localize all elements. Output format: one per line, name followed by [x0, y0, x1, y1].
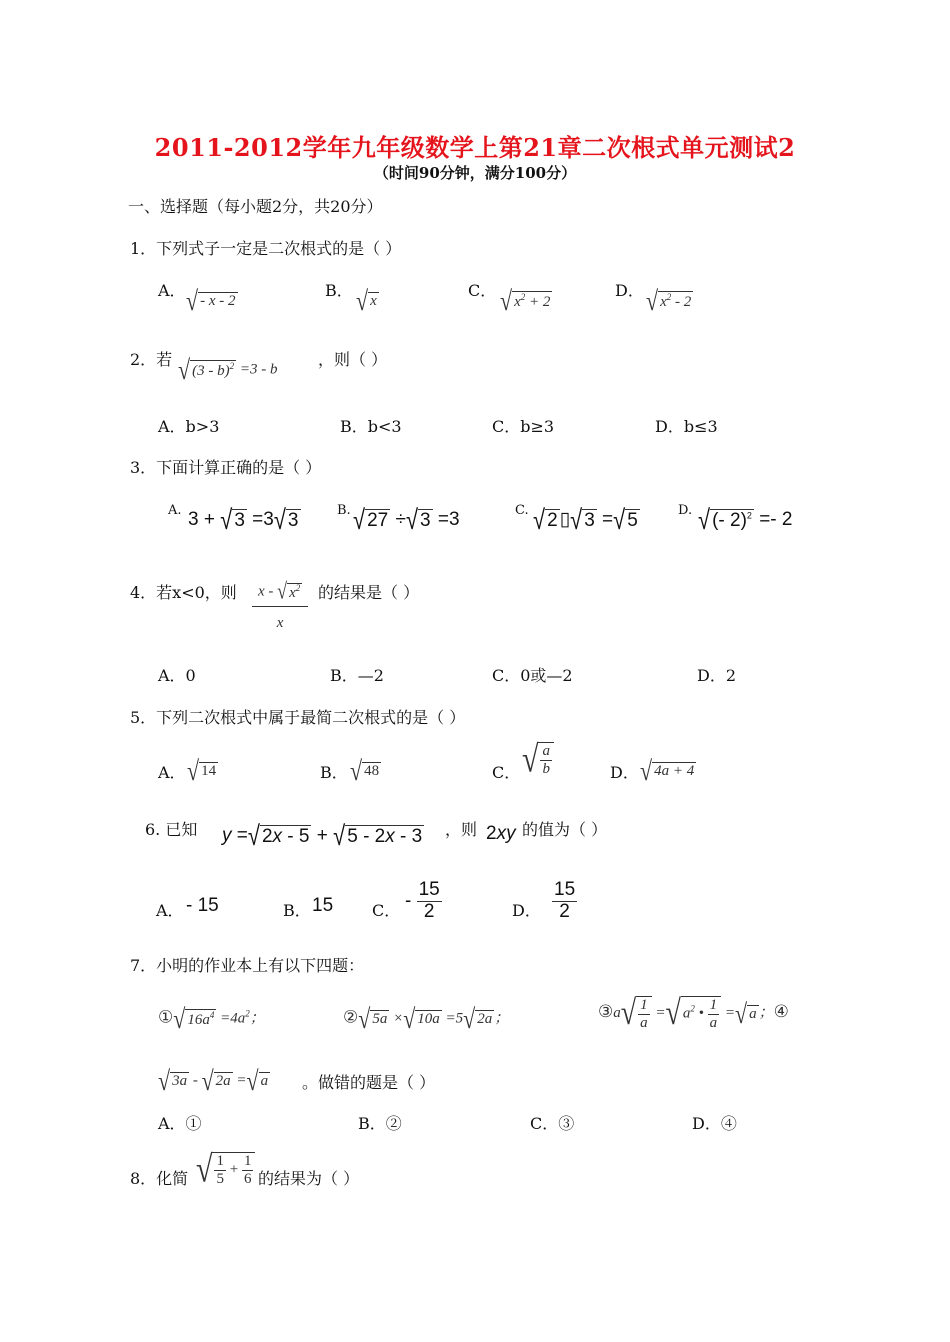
q7-option-b: B．② — [358, 1114, 402, 1133]
q3-option-c-expr: √ 2 ▯√ 3 =√ 5 — [533, 503, 638, 535]
q5-option-a-expr: √ 14 — [187, 754, 217, 786]
q3-option-a-label: A. — [168, 503, 182, 518]
section-heading: 一、选择题（每小题2分，共20分） — [128, 197, 383, 216]
q6-target-expr: 2xy — [486, 823, 516, 844]
q6-option-a-label: A． — [156, 901, 184, 920]
page-subtitle: （时间90分钟，满分100分） — [373, 164, 577, 182]
question-5-stem: 5．下列二次根式中属于最简二次根式的是（ ） — [130, 708, 466, 727]
q3-option-b-expr: √ 27 ÷√ 3 =3 — [353, 503, 460, 535]
q5-option-b-expr: √ 48 — [350, 754, 380, 786]
q6-option-c-label: C． — [372, 901, 401, 920]
question-2-prefix: 2．若 — [130, 350, 173, 369]
question-2-suffix: ，则（ ） — [318, 350, 388, 369]
q7-item-3: ③a√ $\frac{1}{a}$ =√ $a^2$ • $\frac{1}{a}$ =√ a ；④ — [598, 993, 789, 1033]
q8-expr: √ $\frac{1}{5}$ + $\frac{1}{6}$ — [196, 1152, 255, 1187]
question-6-suffix: 的值为（ ） — [522, 820, 608, 839]
q1-option-a-expr: √ - x - 2 — [186, 284, 236, 316]
q1-option-b-label: B． — [325, 281, 353, 300]
q5-option-a-label: A． — [158, 763, 186, 782]
q1-option-a-label: A． — [158, 281, 186, 300]
q6-option-d-label: D． — [512, 901, 541, 920]
question-7-stem: 7．小明的作业本上有以下四题： — [130, 956, 365, 975]
q1-option-d-expr: √ $x^2 - 2$ — [646, 284, 692, 316]
q2-option-d: D．b≤3 — [655, 417, 718, 436]
q3-option-c-label: C. — [515, 503, 529, 518]
q2-option-c: C．b≥3 — [492, 417, 555, 436]
q2-option-b: B．b<3 — [340, 417, 402, 436]
q1-option-d-label: D． — [615, 281, 644, 300]
page-title: 2011-2012学年九年级数学上第21章二次根式单元测试2 — [154, 133, 796, 162]
q6-option-a-expr: - 15 — [186, 895, 219, 916]
question-7-tail: 。做错的题是（ ） — [302, 1073, 436, 1092]
question-8-prefix: 8．化简 — [130, 1169, 189, 1188]
question-4-prefix: 4．若x<0，则 — [130, 583, 237, 602]
q4-option-c: C．0或—2 — [492, 666, 573, 685]
q5-option-c-label: C． — [492, 763, 521, 782]
q5-option-b-label: B． — [320, 763, 348, 782]
q3-option-a-expr: 3 + √ 3 =3√ 3 — [188, 503, 299, 535]
question-4-suffix: 的结果是（ ） — [318, 583, 420, 602]
q6-option-b-label: B． — [283, 901, 311, 920]
q4-option-d: D．2 — [697, 666, 737, 685]
q7-option-d: D．④ — [692, 1114, 737, 1133]
q6-option-c-expr: - $\frac{15}{2}$ — [405, 879, 440, 922]
question-1-stem: 1．下列式子一定是二次根式的是（ ） — [130, 239, 402, 258]
q7-item-2: ②√ 5a ×√ 10a =5√ 2a ； — [343, 1002, 510, 1034]
question-8-suffix: 的结果为（ ） — [258, 1169, 360, 1188]
q1-option-b-expr: √ x — [356, 284, 377, 316]
q7-item-4: √ 3a - √ 2a =√ a — [158, 1064, 269, 1096]
q1-option-c-label: C． — [468, 281, 497, 300]
question-3-stem: 3．下面计算正确的是（ ） — [130, 458, 322, 477]
q6-given-expr: y =√ 2x - 5 + √ 5 - 2x - 3 — [222, 819, 423, 851]
q4-option-b: B．—2 — [330, 666, 384, 685]
q5-option-c-expr: √ $\frac{a}{b}$ — [522, 742, 554, 777]
q7-item-1: ①√ $16a^4 =4a^2$； — [158, 1002, 265, 1034]
q1-option-c-expr: √ $x^2 + 2$ — [500, 284, 551, 316]
q6-option-d-expr: $\frac{15}{2}$ — [554, 879, 576, 922]
q7-option-a: A．① — [158, 1114, 202, 1133]
q2-option-a: A．b>3 — [158, 417, 220, 436]
question-6-prefix: 6. 已知 — [145, 820, 198, 839]
q5-option-d-label: D． — [610, 763, 639, 782]
q2-condition-expr: √ (3 - b)$^2$ =3 - b — [178, 353, 278, 385]
q3-option-d-label: D. — [678, 503, 693, 518]
q6-option-b-expr: 15 — [312, 895, 334, 916]
question-6-mid: ，则 — [445, 820, 478, 839]
q5-option-d-expr: √ 4a + 4 — [640, 754, 695, 786]
q3-option-b-label: B. — [337, 503, 351, 518]
q7-option-c: C．③ — [530, 1114, 575, 1133]
q4-fraction-expr: $\frac{x - √ x^2}{x}$ — [252, 578, 308, 631]
q4-option-a: A．0 — [158, 666, 196, 685]
q3-option-d-expr: √ (- 2)$^2$ =- 2 — [698, 503, 793, 535]
